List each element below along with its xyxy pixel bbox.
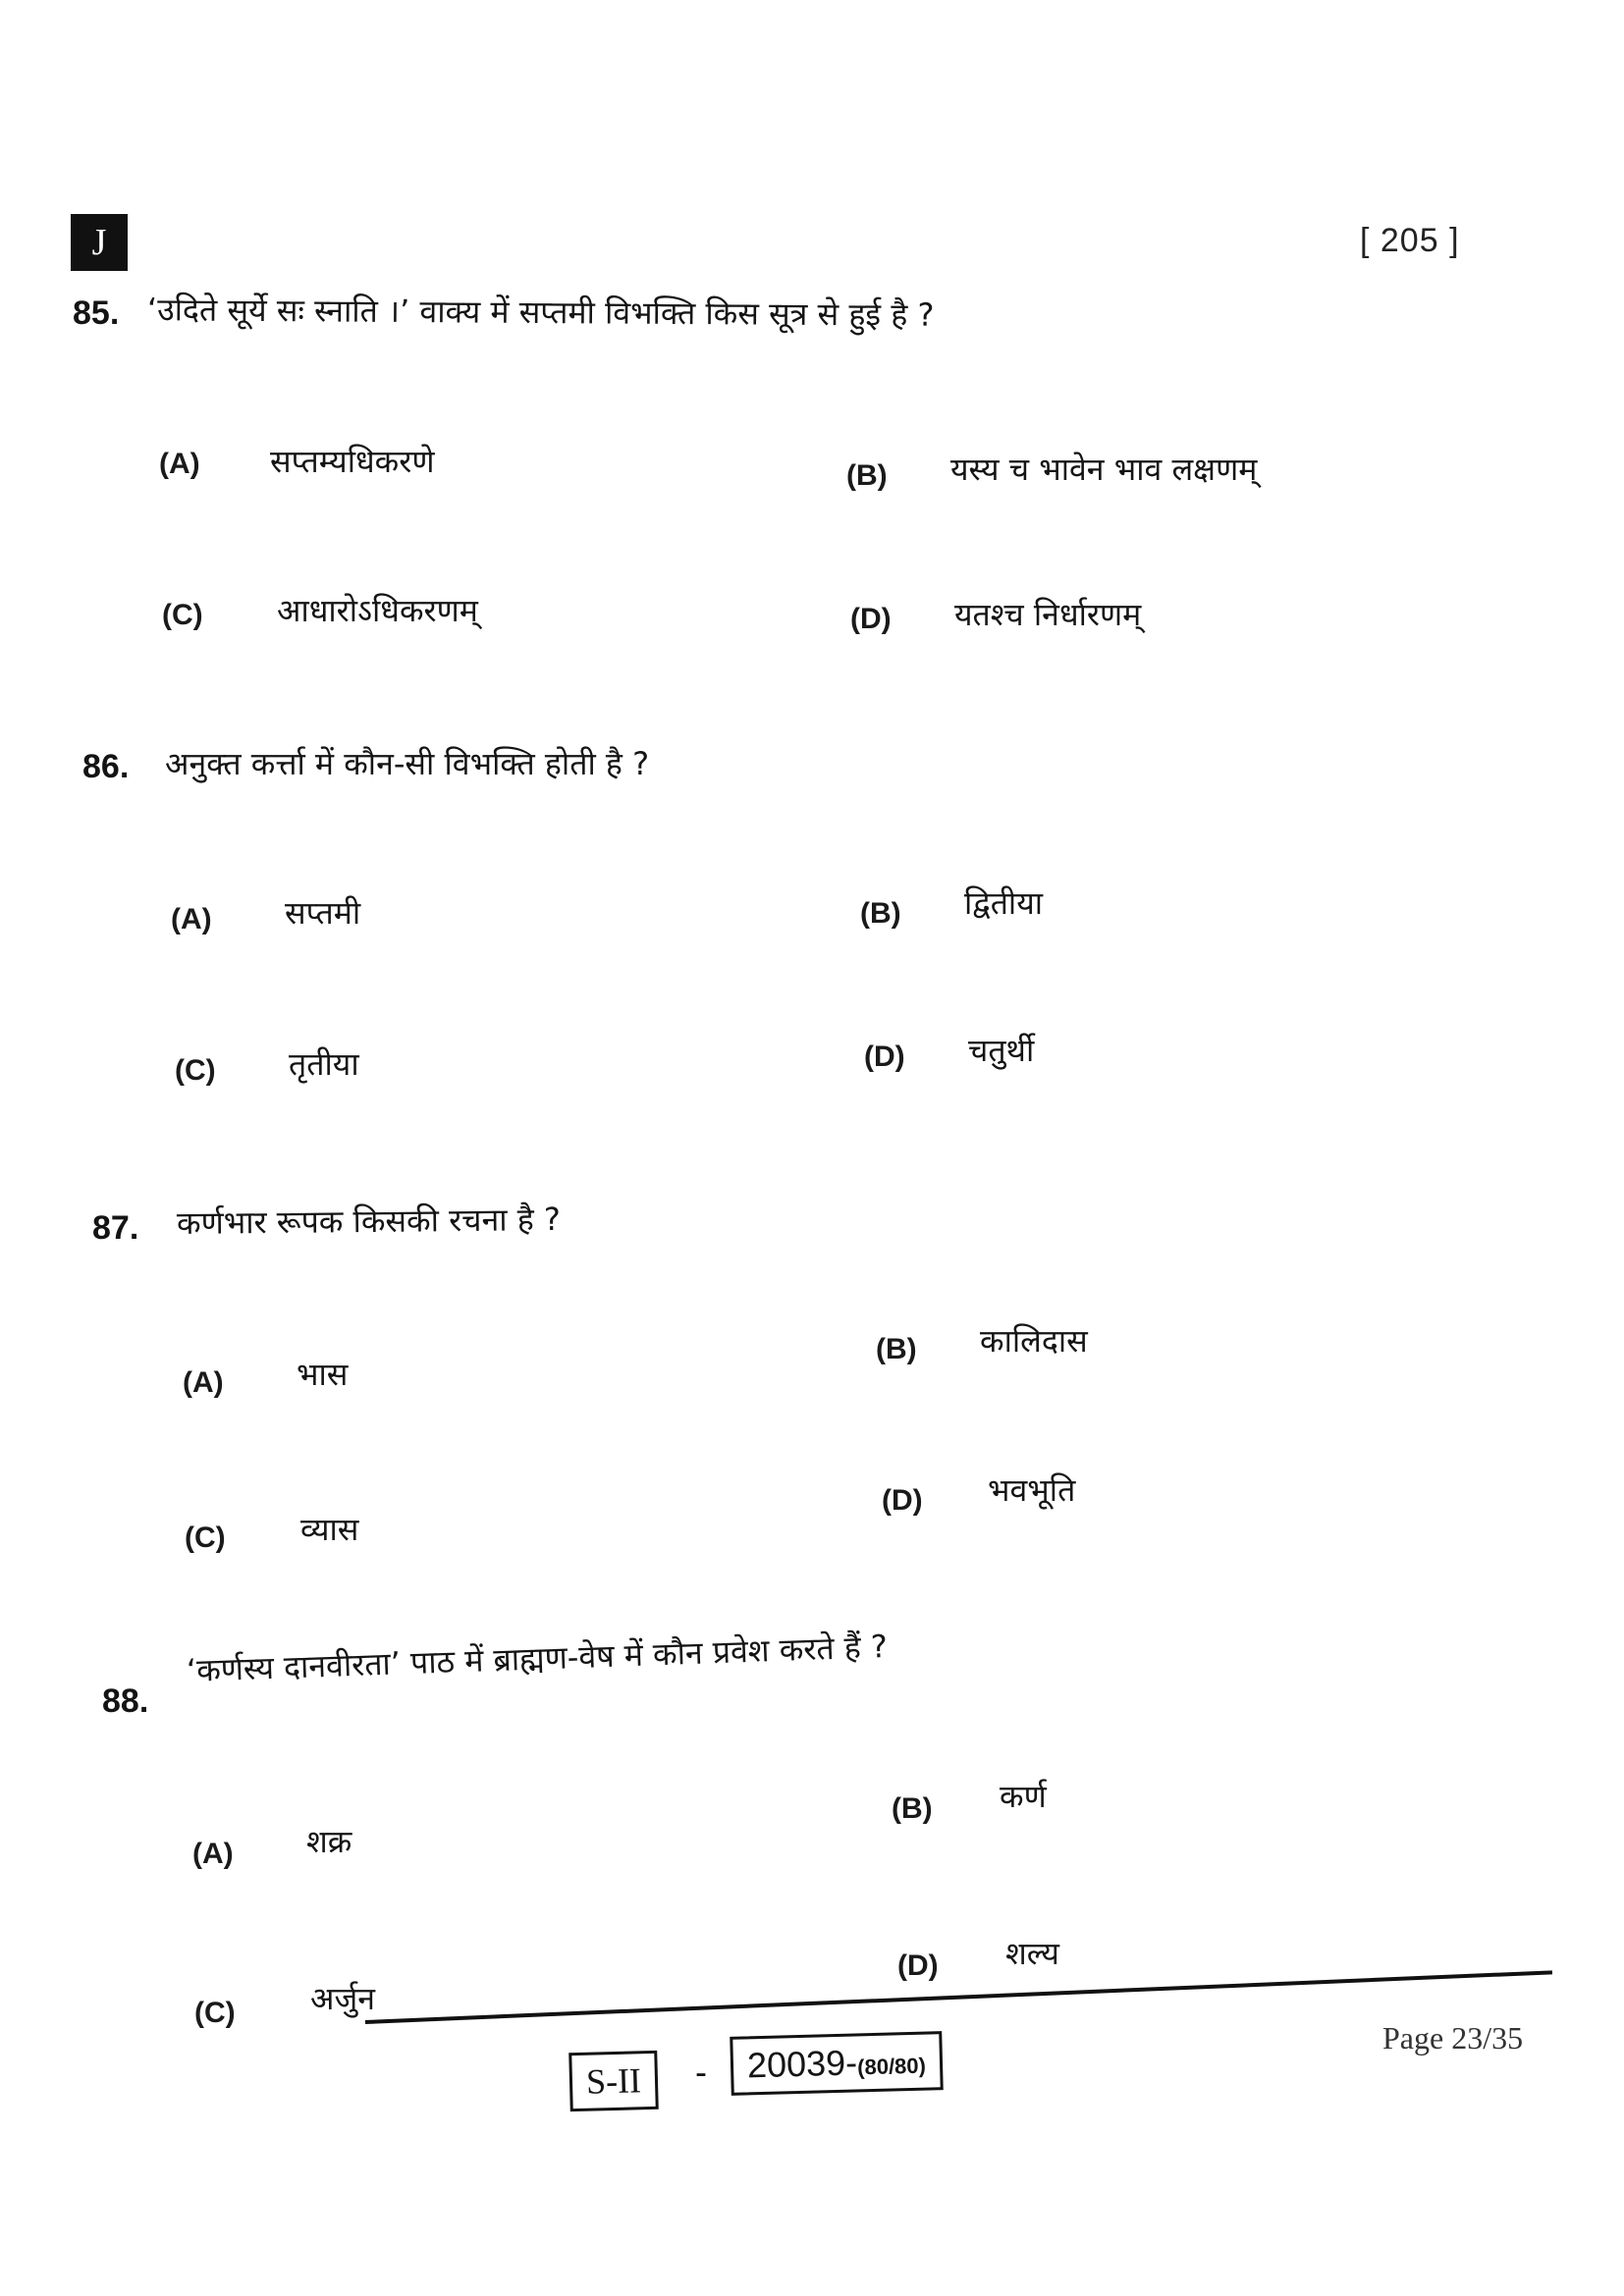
option-label-d: (D) <box>850 603 892 635</box>
option-text-d[interactable]: शल्य <box>1005 1935 1059 1972</box>
option-text-d[interactable]: यतश्च निर्धारणम् <box>954 596 1142 633</box>
option-label-a: (A) <box>159 448 200 480</box>
option-label-a: (A) <box>183 1366 224 1399</box>
option-label-c: (C) <box>194 1997 236 2029</box>
footer-separator: - <box>695 2052 707 2092</box>
question-number: 86. <box>82 748 130 785</box>
option-label-d: (D) <box>864 1041 905 1073</box>
option-text-b[interactable]: कर्ण <box>1000 1778 1047 1815</box>
option-label-a: (A) <box>192 1838 234 1870</box>
option-text-a[interactable]: भास <box>297 1356 349 1393</box>
option-text-c[interactable]: अर्जुन <box>310 1980 375 2017</box>
option-label-b: (B) <box>876 1333 917 1365</box>
paper-code: [ 205 ] <box>1360 222 1460 259</box>
option-text-c[interactable]: व्यास <box>300 1511 359 1548</box>
option-label-d: (D) <box>897 1949 939 1982</box>
booklet-code-suffix: (80/80) <box>856 2053 927 2080</box>
option-label-b: (B) <box>892 1792 933 1825</box>
booklet-code: 20039- <box>746 2042 858 2086</box>
option-label-d: (D) <box>882 1484 923 1517</box>
option-label-c: (C) <box>162 599 203 631</box>
booklet-code-box <box>730 2031 943 2096</box>
set-letter-badge: J <box>71 214 128 271</box>
series-code-box: S-II <box>568 2051 659 2111</box>
option-text-d[interactable]: चतुर्थी <box>968 1032 1035 1069</box>
option-text-a[interactable]: शक्र <box>306 1823 352 1860</box>
question-text: ‘उदिते सूर्ये सः स्नाति ।’ वाक्य में सप्तमी विभक्ति किस सूत्र से हुई है ? <box>146 291 935 334</box>
question-number: 87. <box>92 1209 139 1247</box>
option-text-d[interactable]: भवभूति <box>988 1471 1076 1509</box>
option-text-a[interactable]: सप्तम्यधिकरणे <box>270 443 435 480</box>
question-number: 88. <box>102 1682 149 1720</box>
option-label-b: (B) <box>860 897 901 930</box>
option-label-c: (C) <box>175 1054 216 1087</box>
option-text-b[interactable]: यस्य च भावेन भाव लक्षणम् <box>950 451 1258 488</box>
footer-rule <box>365 1970 1552 2024</box>
option-label-c: (C) <box>185 1522 226 1554</box>
question-text: अनुक्त कर्त्ता में कौन-सी विभक्ति होती है ? <box>165 745 650 782</box>
option-label-a: (A) <box>171 903 212 935</box>
option-text-c[interactable]: तृतीया <box>289 1045 359 1083</box>
option-text-c[interactable]: आधारोऽधिकरणम् <box>277 592 478 629</box>
option-label-b: (B) <box>846 459 888 492</box>
question-number: 85. <box>73 294 120 332</box>
option-text-a[interactable]: सप्तमी <box>285 894 361 932</box>
question-text: ‘कर्णस्य दानवीरता’ पाठ में ब्राह्मण-वेष में कौन प्रवेश करते हैं ? <box>186 1628 889 1689</box>
page-number: Page 23/35 <box>1382 2020 1524 2056</box>
option-text-b[interactable]: कालिदास <box>980 1322 1088 1360</box>
question-text: कर्णभार रूपक किसकी रचना है ? <box>176 1200 562 1243</box>
option-text-b[interactable]: द्वितीया <box>964 884 1044 922</box>
